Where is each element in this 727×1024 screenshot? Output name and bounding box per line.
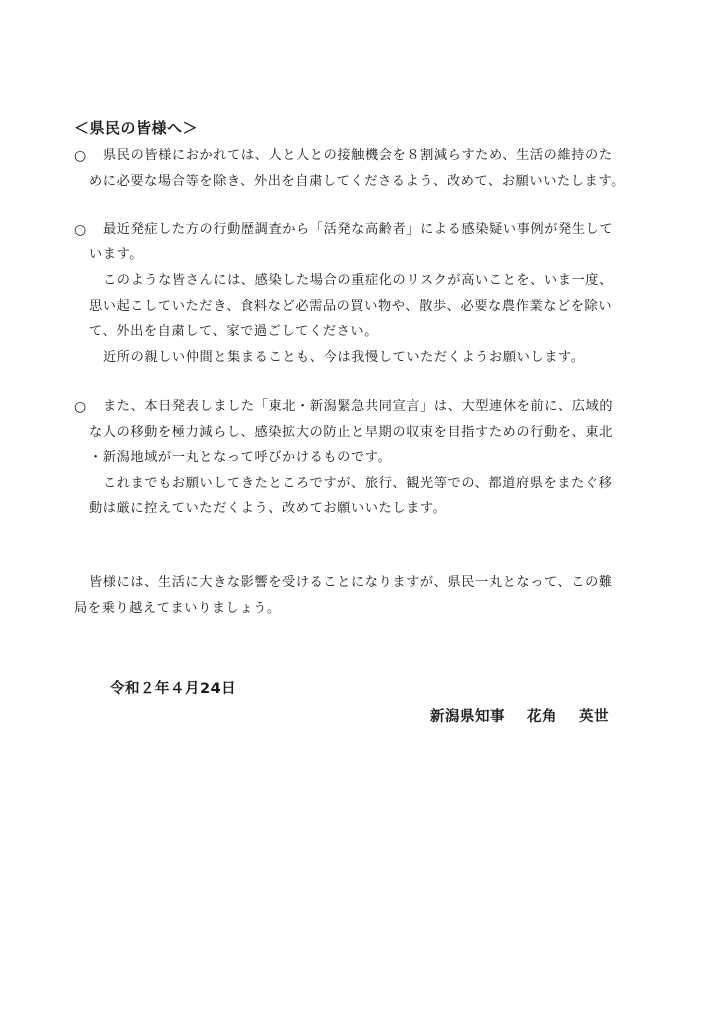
section2-line-2: います。 [89, 247, 144, 262]
bullet-circle-2: ○ [74, 222, 87, 238]
section2-line-4: 思い起こしていただき、食料など必需品の買い物や、散歩、必要な農作業などを除い [89, 299, 613, 314]
section3-line-5: 動は厳に控えていただくよう、改めてお願いいたします。 [89, 501, 447, 516]
section1-line-2: めに必要な場合等を除き、外出を自粛してくださるよう、改めて、お願いいたします。 [89, 174, 625, 189]
closing-line-1: 皆様には、生活に大きな影響を受けることになりますが、県民一丸となって、この難 [89, 575, 613, 590]
section2-line-1: 最近発症した方の行動歴調査から「活発な高齢者」による感染疑い事例が発生して [103, 222, 614, 237]
section3-line-2: な人の移動を極力減らし、感染拡大の防止と早期の収束を目指すための行動を、東北 [89, 425, 613, 440]
signature-surname: 花角 [527, 709, 557, 725]
section1-line-1: 県民の皆様におかれては、人と人との接触機会を８割減らすため、生活の維持のた [103, 148, 613, 163]
section3-line-3: ・新潟地域が一丸となって呼びかけるものです。 [89, 450, 392, 465]
section2-line-5: て、外出を自粛して、家で過ごしてください。 [89, 324, 379, 339]
document-date: 令和２年４月24日 [110, 681, 237, 697]
signature-given-name: 英世 [579, 709, 609, 725]
signature-title: 新潟県知事 [430, 709, 505, 725]
section2-line-6: 近所の親しい仲間と集まることも、今は我慢していただくようお願いします。 [103, 350, 585, 365]
section3-line-1: また、本日発表しました「東北・新潟緊急共同宣言」は、大型連休を前に、広域的 [103, 399, 614, 414]
section2-line-3: このような皆さんには、感染した場合の重症化のリスクが高いことを、いま一度、 [103, 273, 613, 288]
signature-block [430, 705, 609, 726]
section3-line-4: これまでもお願いしてきたところですが、旅行、観光等での、都道府県をまたぐ移 [103, 476, 613, 491]
bullet-circle-1: ○ [74, 148, 87, 164]
document-heading: ＜県民の皆様へ＞ [74, 119, 199, 137]
bullet-circle-3: ○ [74, 399, 87, 415]
closing-line-2: 局を乗り越えてまいりましょう。 [74, 601, 281, 616]
